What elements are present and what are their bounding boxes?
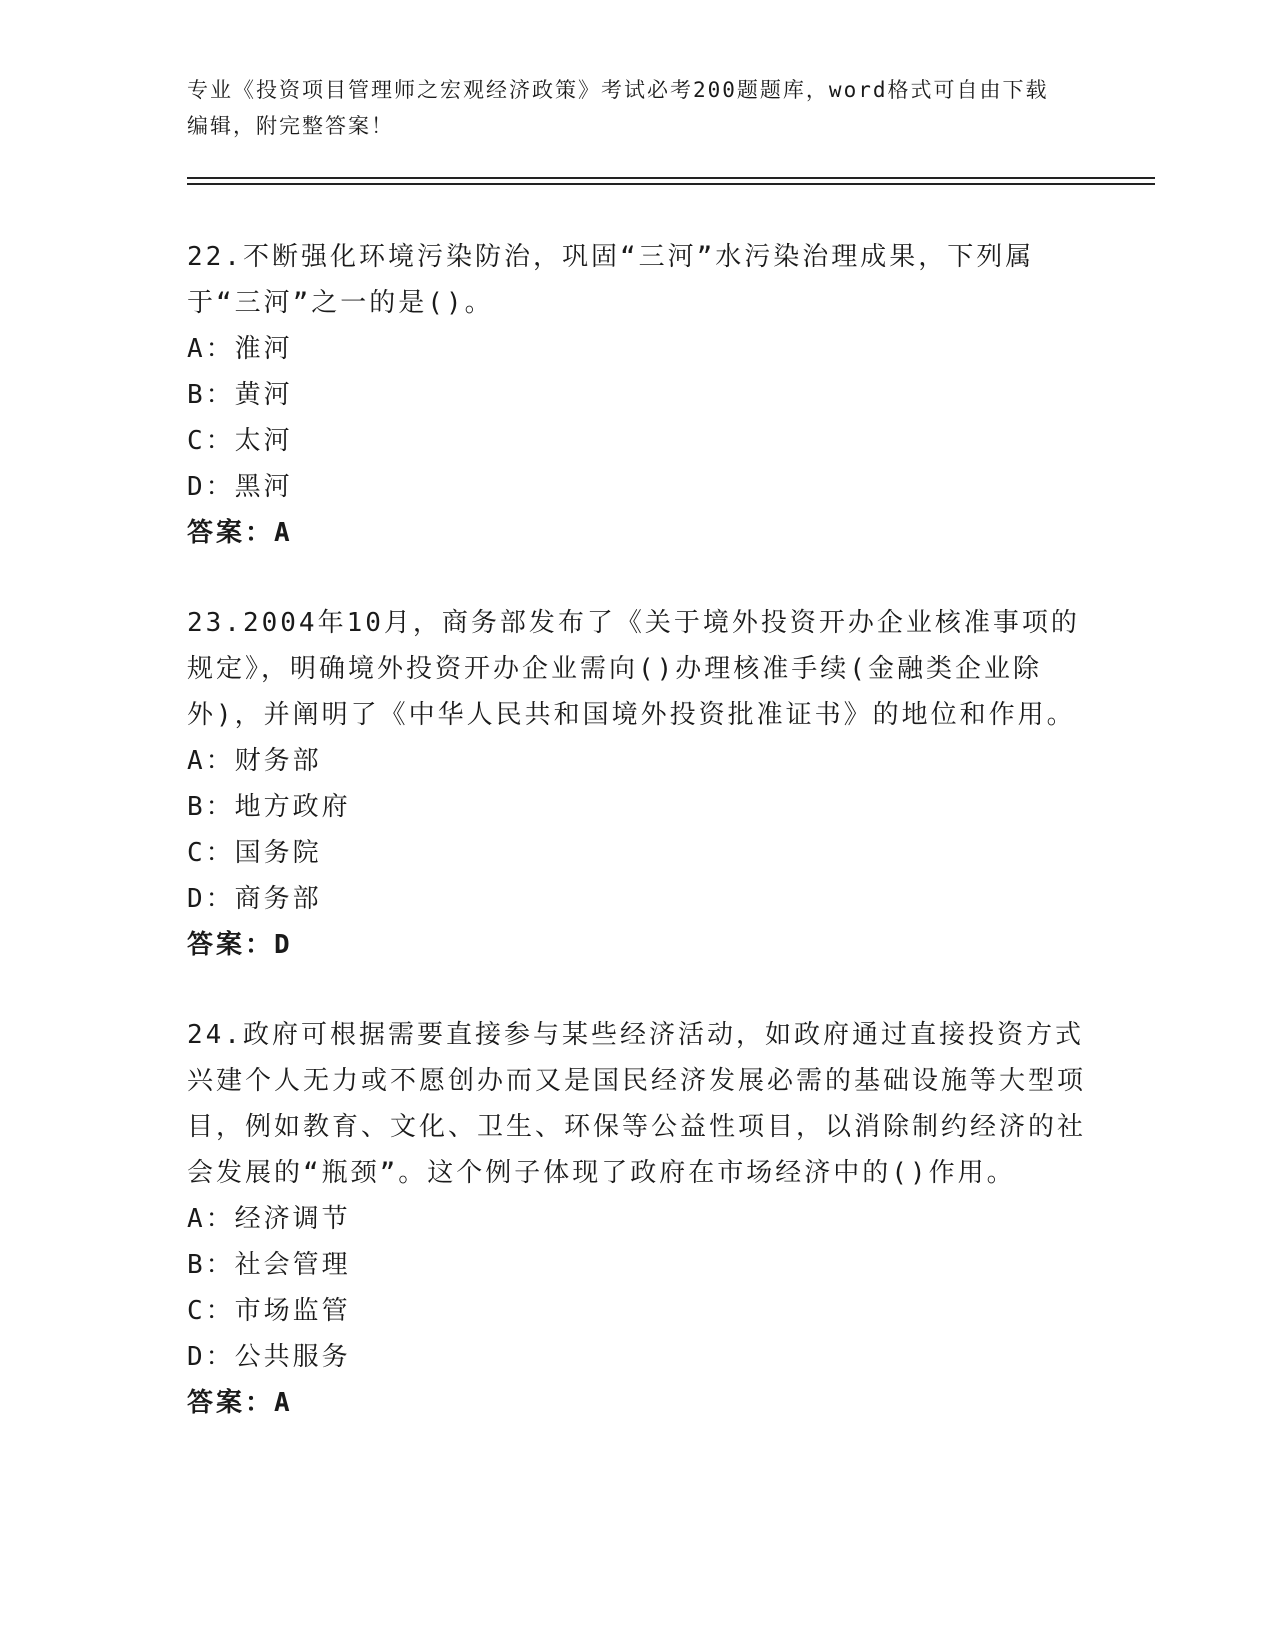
option-b: B：地方政府 [187,792,351,822]
option-c: C：市场监管 [187,1296,351,1326]
question-list [187,234,1087,1470]
document-header: 专业《投资项目管理师之宏观经济政策》考试必考200题题库，word格式可自由下载编辑，附完整答案！ [187,78,1049,138]
header-divider-top [187,177,1155,179]
option-b: B：黄河 [187,380,293,410]
answer-label: 答案：D [187,930,293,960]
option-d: D：公共服务 [187,1342,351,1372]
question-text: 22.不断强化环境污染防治，巩固“三河”水污染治理成果，下列属于“三河”之一的是()。 [187,242,1035,318]
option-a: A：淮河 [187,334,293,364]
question-text: 23.2004年10月，商务部发布了《关于境外投资开办企业核准事项的规定》，明确境外投资开办企业需向()办理核准手续(金融类企业除外)，并阐明了《中华人民共和国境外投资批准证书》的地位和作用。 [187,608,1080,730]
question-text: 24.政府可根据需要直接参与某些经济活动，如政府通过直接投资方式兴建个人无力或不愿创办而又是国民经济发展必需的基础设施等大型项目，例如教育、文化、卫生、环保等公益性项目，以消除制约经济的社会发展的“瓶颈”。这个例子体现了政府在市场经济中的()作用。 [187,1020,1087,1188]
question-22 [187,234,1087,556]
question-24 [187,1012,1087,1426]
option-d: D：黑河 [187,472,293,502]
option-d: D：商务部 [187,884,322,914]
option-c: C：国务院 [187,838,322,868]
header-divider-bottom [187,183,1155,185]
option-a: A：财务部 [187,746,322,776]
option-b: B：社会管理 [187,1250,351,1280]
option-a: A：经济调节 [187,1204,351,1234]
option-c: C：太河 [187,426,293,456]
answer-label: 答案：A [187,1388,293,1418]
answer-label: 答案：A [187,518,293,548]
question-23 [187,600,1087,968]
